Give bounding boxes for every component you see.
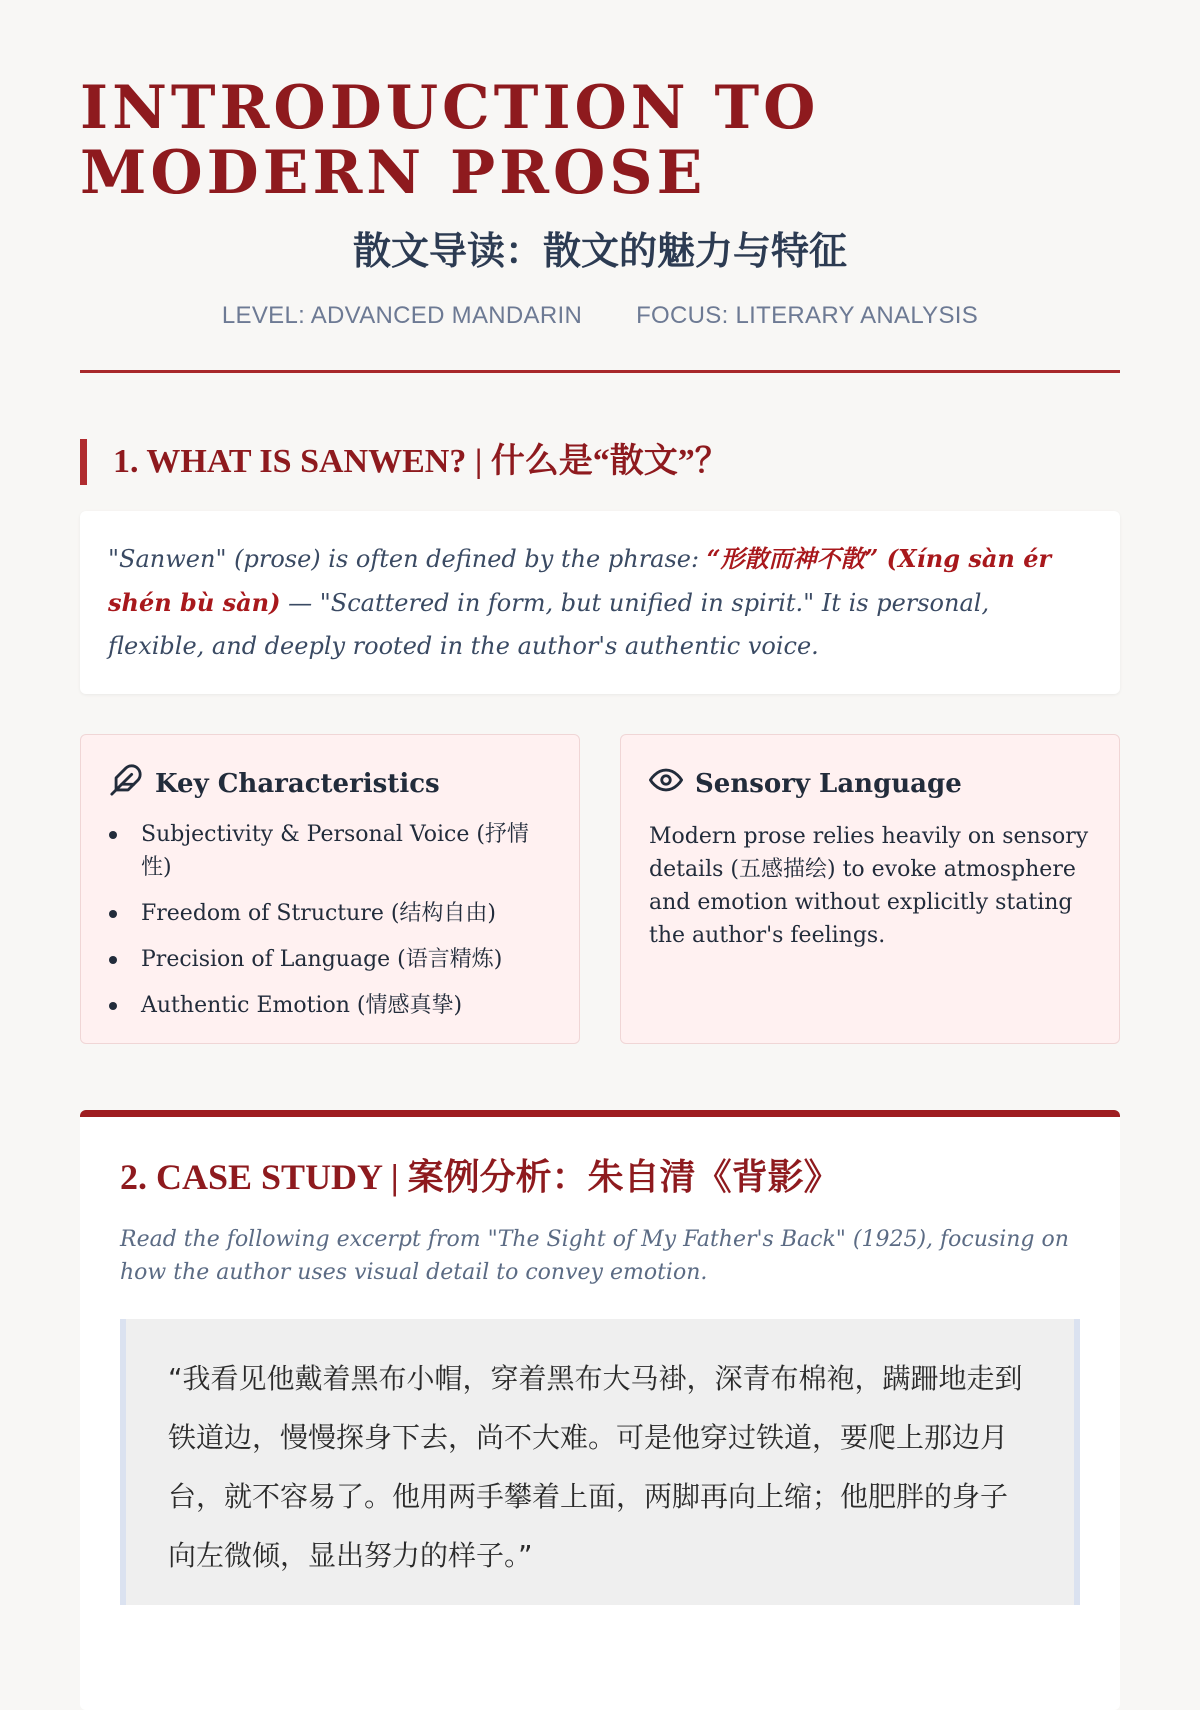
header-divider xyxy=(80,370,1120,373)
list-item: Subjectivity & Personal Voice (抒情性) xyxy=(109,818,551,884)
page-subtitle: 散文导读：散文的魅力与特征 xyxy=(352,229,847,273)
sensory-language-card xyxy=(620,734,1120,1044)
page xyxy=(80,0,1120,1710)
excerpt-blockquote: “我看见他戴着黑布小帽，穿着黑布大马褂，深青布棉袍，蹒跚地走到铁道边，慢慢探身下去，尚不大难。可是他穿过铁道，要爬上那边月台，就不容易了。他用两手攀着上面，两脚再向上缩；他肥胖的身子向左微倾，显出努力的样子。” xyxy=(120,1319,1080,1605)
list-item: Precision of Language (语言精炼) xyxy=(109,943,551,976)
definition-text-after: — "Scattered in form, but unified in spirit." It is personal, flexible, and deeply rooted in the author's authentic voice. xyxy=(108,589,990,660)
key-characteristics-card xyxy=(80,734,580,1044)
info-columns xyxy=(80,734,1120,1044)
case-study-intro: Read the following excerpt from "The Sight of My Father's Back" (1925), focusing on how the author uses visual detail to convey emotion. xyxy=(120,1227,1069,1285)
key-characteristics-title: Key Characteristics xyxy=(155,768,440,799)
meta-row xyxy=(80,302,1120,330)
eye-icon xyxy=(649,763,683,804)
level-label: LEVEL: ADVANCED MANDARIN xyxy=(221,302,583,329)
list-item: Freedom of Structure (结构自由) xyxy=(109,897,551,930)
focus-label: FOCUS: LITERARY ANALYSIS xyxy=(636,302,979,329)
definition-text-before: "Sanwen" (prose) is often defined by the phrase: xyxy=(108,545,707,573)
page-title: INTRODUCTION TO MODERN PROSE xyxy=(80,73,820,208)
characteristics-list xyxy=(109,818,551,1022)
definition-card xyxy=(80,511,1120,694)
sensory-language-title: Sensory Language xyxy=(695,768,962,799)
section-2-heading: 2. CASE STUDY | 案例分析：朱自清《背影》 xyxy=(120,1157,840,1197)
feather-icon xyxy=(109,763,143,804)
sensory-language-header xyxy=(649,763,1091,804)
case-study-card xyxy=(80,1110,1120,1710)
key-characteristics-header xyxy=(109,763,551,804)
list-item: Authentic Emotion (情感真挚) xyxy=(109,989,551,1022)
sensory-language-text: Modern prose relies heavily on sensory details (五感描绘) to evoke atmosphere and emotion without explicitly stating the author's feelings. xyxy=(649,824,1089,948)
section-1-heading: 1. WHAT IS SANWEN? | 什么是“散文”？ xyxy=(80,439,1120,485)
definition-highlight: “形散而神不散” (Xíng sàn ér shén bù sàn) xyxy=(108,544,1052,617)
